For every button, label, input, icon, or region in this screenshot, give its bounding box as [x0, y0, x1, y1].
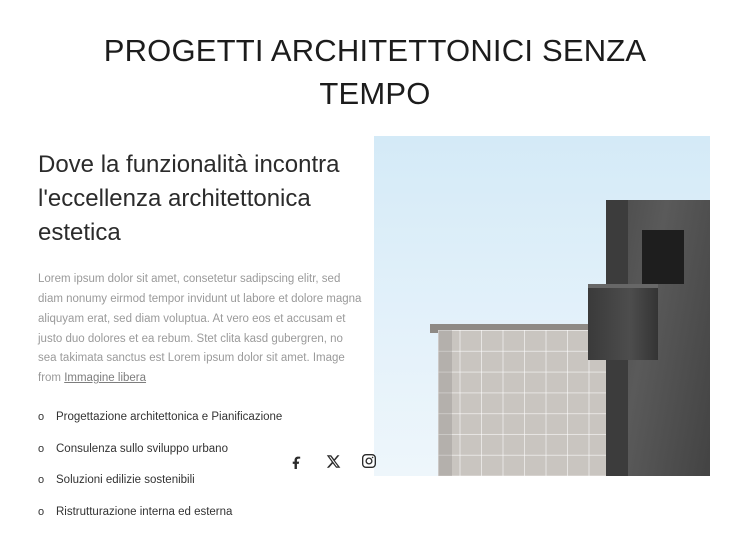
bullet-marker-icon: o: [38, 474, 45, 487]
list-item: [38, 472, 363, 490]
building-grid-facade: [438, 330, 610, 476]
list-item: [38, 409, 363, 427]
social-links: [288, 452, 378, 470]
page-title: PROGETTI ARCHITETTONICI SENZA TEMPO: [103, 33, 647, 111]
bullet-marker-icon: o: [38, 442, 45, 455]
building-facade-shadow: [438, 330, 452, 476]
list-item-label: Soluzioni edilizie sostenibili: [56, 474, 195, 487]
left-column: [38, 148, 363, 536]
hero-image: [374, 136, 710, 476]
building-window-opening: [642, 230, 684, 284]
body-paragraph: [38, 270, 363, 389]
bullet-marker-icon: o: [38, 410, 45, 423]
list-item: [38, 504, 363, 522]
facebook-icon[interactable]: [288, 452, 306, 470]
list-item-label: Consulenza sullo sviluppo urbano: [56, 442, 228, 455]
bullet-marker-icon: o: [38, 506, 45, 519]
x-twitter-icon[interactable]: [324, 452, 342, 470]
paragraph-text: Lorem ipsum dolor sit amet, consetetur sadipscing elitr, sed diam nonumy eirmod tempor invidunt ut labore et dolore magna aliquyam erat, sed diam voluptua. At vero eos et accusam et justo duo dolores et ea rebum. Stet clita kasd gubergren, no sea takimata sanctus est Lorem ipsum dolor sit amet. Image from: [38, 273, 362, 385]
instagram-icon[interactable]: [360, 452, 378, 470]
free-image-link[interactable]: Immagine libera: [64, 372, 147, 385]
list-item-label: Ristrutturazione interna ed esterna: [56, 506, 233, 519]
list-item-label: Progettazione architettonica e Pianificazione: [56, 410, 283, 423]
building-cantilever-box: [588, 288, 658, 360]
section-subtitle: Dove la funzionalità incontra l'eccellenza architettonica estetica: [38, 151, 340, 247]
